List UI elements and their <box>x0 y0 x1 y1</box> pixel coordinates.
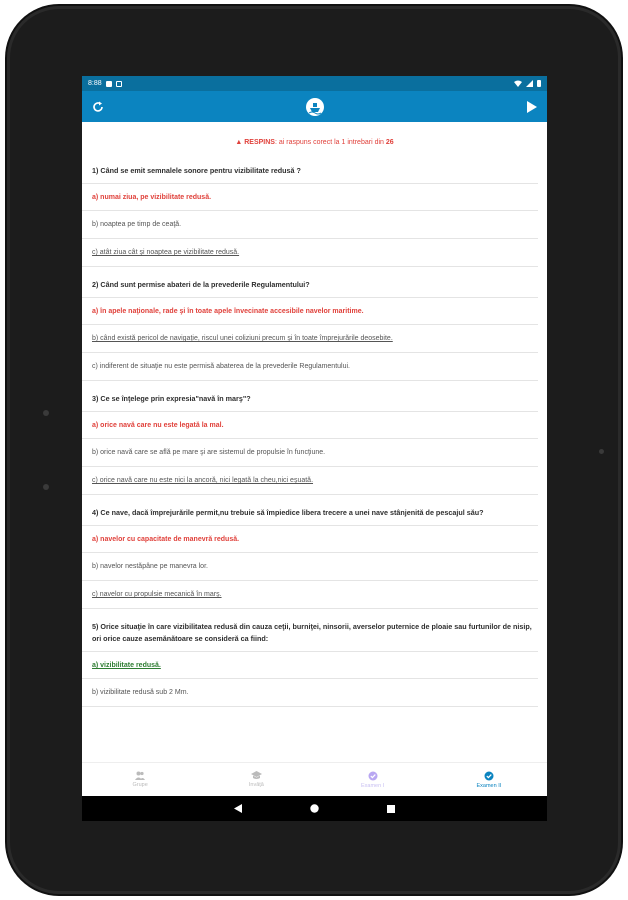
nav-label: Examen II <box>476 782 502 789</box>
home-icon[interactable] <box>310 804 319 813</box>
result-text: : ai raspuns corect la <box>274 139 342 146</box>
answer-option: c) orice navă care nu este nici la ancoră, nici legată la cheu,nici eşuată. <box>82 467 538 495</box>
answer-option: b) noaptea pe timp de ceaţă. <box>82 211 538 239</box>
side-sensor <box>43 410 49 416</box>
device-screen <box>82 76 547 821</box>
result-status: RESPINS <box>244 139 275 146</box>
answer-option: a) în apele naţionale, rade şi în toate apele învecinate accesibile navelor maritime. <box>82 297 538 325</box>
signal-icon <box>526 80 533 87</box>
group-icon <box>135 771 145 780</box>
notification-icon <box>116 81 122 87</box>
bottom-navigation <box>82 762 547 796</box>
status-time: 8:88 <box>88 80 102 87</box>
question-text: 5) Orice situaţie în care vizibilitatea redusă din cauza ceţii, burniţei, ninsorii, averselor puternice de ploaie sau furtunilor de nisip, ori orice cauze asemănătoare se consideră ca fiind: <box>92 622 532 643</box>
play-icon[interactable] <box>524 100 538 114</box>
check-badge-icon <box>368 771 378 781</box>
question-text: 1) Când se emit semnalele sonore pentru vizibilitate redusă ? <box>92 166 301 175</box>
back-icon[interactable] <box>234 804 242 813</box>
answer-option: a) orice navă care nu este legată la mal. <box>82 411 538 439</box>
answer-option: a) navelor cu capacitate de manevră redusă. <box>82 525 538 553</box>
nav-label: Examen I <box>361 782 385 789</box>
warning-icon: ▲ <box>235 139 245 146</box>
app-bar <box>82 91 547 122</box>
nav-item-examen-1[interactable] <box>315 763 431 796</box>
nav-item-examen-2[interactable] <box>431 763 547 796</box>
side-sensor <box>43 484 49 490</box>
answer-option: c) indiferent de situaţie nu este permisă abaterea de la prevederile Regulamentului. <box>82 353 538 381</box>
answer-option: c) atât ziua cât şi noaptea pe vizibilitate redusă. <box>82 239 538 267</box>
answer-option: b) vizibilitate redusă sub 2 Mm. <box>82 679 538 707</box>
answer-option: b) navelor nestăpâne pe manevra lor. <box>82 553 538 581</box>
answer-option: b) orice navă care se află pe mare şi are sistemul de propulsie în funcţiune. <box>82 439 538 467</box>
nav-item-grupe[interactable] <box>82 763 198 796</box>
ship-wheel-icon <box>304 96 326 118</box>
result-summary <box>82 139 547 151</box>
quiz-results <box>82 122 547 762</box>
answer-option: a) numai ziua, pe vizibilitate redusă. <box>82 183 538 211</box>
nav-label: Invăţă <box>248 782 264 788</box>
question-text: 2) Când sunt permise abateri de la prevederile Regulamentului? <box>92 280 310 289</box>
system-navigation-bar <box>82 796 547 821</box>
nav-item-invata[interactable] <box>198 763 314 796</box>
front-camera <box>599 449 604 454</box>
question-text: 3) Ce se înţelege prin expresia"navă în marş"? <box>92 394 251 403</box>
status-bar <box>82 76 547 91</box>
question-list <box>82 165 547 707</box>
answer-option: a) vizibilitate redusă. <box>82 651 538 679</box>
refresh-icon[interactable] <box>91 100 105 114</box>
check-badge-icon <box>484 771 494 781</box>
notification-icon <box>106 81 112 87</box>
answer-option: b) când există pericol de navigaţie, riscul unei coliziuni precum şi în toate împrejurările deosebite. <box>82 325 538 353</box>
question-text: 4) Ce nave, dacă împrejurările permit,nu trebuie să împiedice libera trecere a unei nave stânjenită de pescajul său? <box>92 508 484 517</box>
wifi-icon <box>514 80 522 87</box>
nav-label: Grupe <box>132 782 148 788</box>
result-correct-count: 1 <box>341 139 346 146</box>
answer-option: c) navelor cu propulsie mecanică în marş. <box>82 581 538 609</box>
result-total-count: 26 <box>385 139 394 146</box>
result-text: intrebari din <box>345 139 386 146</box>
school-icon <box>251 771 262 780</box>
battery-icon <box>537 80 541 87</box>
recents-icon[interactable] <box>387 805 395 813</box>
